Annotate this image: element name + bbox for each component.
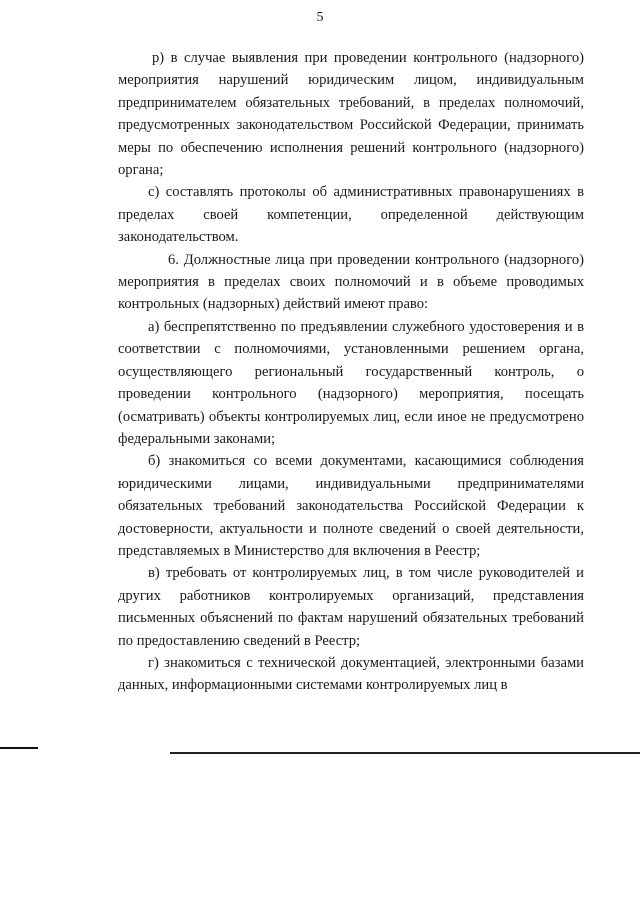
paragraph-g: г) знакомиться с технической документацией, электронными базами данных, информационными системами контролируемых лиц в [118, 654, 584, 694]
page-divider-line [170, 752, 640, 754]
paragraph-6: 6. Должностные лица при проведении контрольного (надзорного) мероприятия в пределах своих полномочий и в объеме проводимых контрольных (надзорных) действий имеют право: [118, 251, 584, 313]
document-body [118, 47, 584, 697]
page-number: 5 [316, 10, 324, 25]
paragraph-a: а) беспрепятственно по предъявлении служебного удостоверения и в соответствии с полномочиями, установленными решением органа, осуществляющего региональный государственный контроль, о проведении контрольного (надзорного) мероприятия, посещать (осматривать) объекты контролируемых лиц, если иное не предусмотрено федеральными законами; [118, 318, 584, 447]
paragraph-b: б) знакомиться со всеми документами, касающимися соблюдения юридическими лицами, индивидуальными предпринимателями обязательных требований законодательства Российской Федерации к достоверности, актуальности и полноте сведений о своей деятельности, представляемых в Министерство для включения в Реестр; [118, 453, 584, 559]
paragraph-v: в) требовать от контролируемых лиц, в том числе руководителей и других работников контролируемых организаций, представления письменных объяснений по фактам нарушений обязательных требований по предоставлению сведений в Реестр; [118, 565, 584, 649]
paragraph-s: с) составлять протоколы об административных правонарушениях в пределах своей компетенции, определенной действующим законодательством. [118, 184, 584, 246]
paragraph-r: р) в случае выявления при проведении контрольного (надзорного) мероприятия нарушений юридическим лицом, индивидуальным предпринимателем обязательных требований, в пределах полномочий, предусмотренных законодательством Российской Федерации, принимать меры по обеспечению исполнения решений контрольного (надзорного) органа; [118, 50, 584, 179]
scan-artifact-line [0, 747, 38, 749]
